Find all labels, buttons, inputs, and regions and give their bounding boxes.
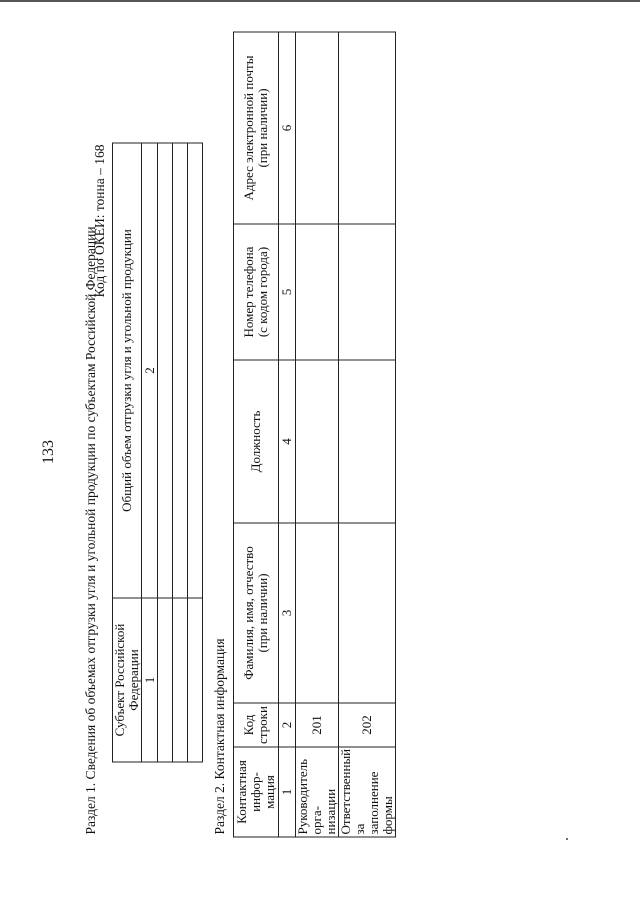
empty-cell <box>296 32 339 224</box>
column-number: 2 <box>279 703 296 747</box>
okei-code: Код по ОКЕИ: тонна – 168 <box>92 144 107 298</box>
empty-cell <box>339 224 396 360</box>
table-header-row <box>113 143 142 762</box>
table-row <box>188 143 203 762</box>
header-total-volume: Общий объем отгрузки угля и угольной продукции <box>113 143 142 598</box>
header-contact-info: Контактная инфор- мация <box>234 747 279 837</box>
table-header-row <box>234 32 279 837</box>
empty-cell <box>188 143 203 598</box>
empty-cell <box>173 598 188 762</box>
table-row <box>173 143 188 762</box>
row-label: Ответственный за заполнение формы <box>339 747 396 837</box>
column-number: 1 <box>279 747 296 837</box>
header-subject: Субъект Российской Федерации <box>113 598 142 762</box>
empty-cell <box>339 32 396 224</box>
row-label: Руководитель орга- низации <box>296 747 339 837</box>
row-code: 202 <box>339 703 396 747</box>
table-row <box>296 32 339 837</box>
header-position: Должность <box>234 360 279 523</box>
column-number: 3 <box>279 523 296 703</box>
section1-title: Раздел 1. Сведения об объемах отгрузки угля и угольной продукции по субъектам Российской Федерации <box>83 226 98 835</box>
column-number: 4 <box>279 360 296 523</box>
empty-cell <box>339 360 396 523</box>
column-number: 5 <box>279 224 296 360</box>
row-code: 201 <box>296 703 339 747</box>
empty-cell <box>296 224 339 360</box>
empty-cell <box>296 360 339 523</box>
header-email: Адрес электронной почты (при наличии) <box>234 32 279 224</box>
empty-cell <box>173 143 188 598</box>
table-row <box>339 32 396 837</box>
empty-cell <box>158 143 173 598</box>
page-number: 133 <box>40 440 57 464</box>
empty-cell <box>296 523 339 703</box>
column-number: 6 <box>279 32 296 224</box>
empty-cell <box>188 598 203 762</box>
column-number: 2 <box>142 143 158 598</box>
header-phone: Номер телефона (с кодом города) <box>234 224 279 360</box>
empty-cell <box>158 598 173 762</box>
column-number-row <box>279 32 296 837</box>
subjects-table <box>112 143 203 763</box>
contact-table <box>233 32 396 838</box>
header-row-code: Код строки <box>234 703 279 747</box>
column-number-row <box>142 143 158 762</box>
empty-cell <box>339 523 396 703</box>
table-row <box>158 143 173 762</box>
column-number: 1 <box>142 598 158 762</box>
section2-title: Раздел 2. Контактная информация <box>212 638 227 835</box>
header-full-name: Фамилия, имя, отчество (при наличии) <box>234 523 279 703</box>
